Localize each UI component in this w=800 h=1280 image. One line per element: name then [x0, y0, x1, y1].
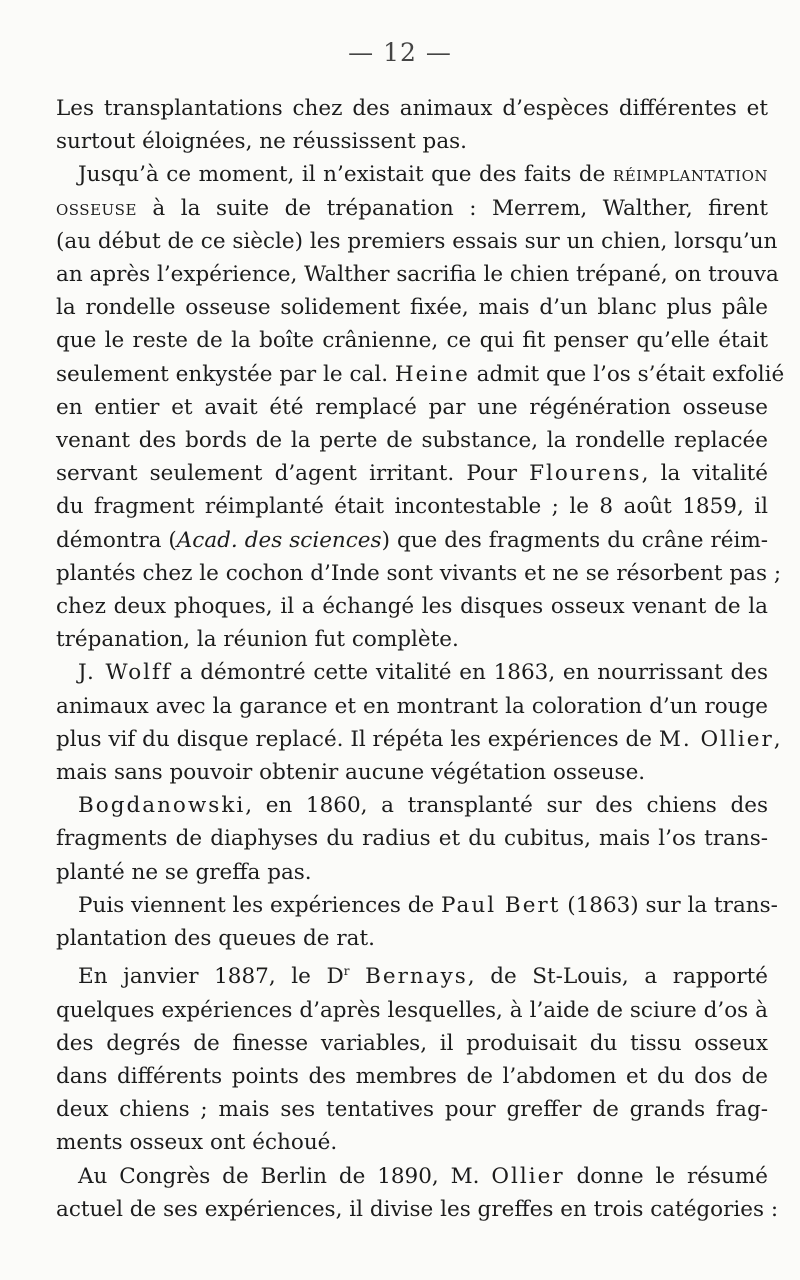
text-run [349, 964, 365, 989]
text-line [56, 1160, 768, 1193]
author-name: J. Wolff [78, 660, 172, 686]
page-number: — 12 — [348, 38, 452, 67]
superscript: r [343, 964, 350, 979]
text-run: donne le résumé [564, 1163, 768, 1189]
text-line: animaux avec la garance et en montrant la coloration d’un rouge [56, 693, 768, 719]
author-name: Paul Bert [441, 892, 561, 918]
text-run: seulement enkystée par le cal. [56, 361, 395, 387]
text-run: Au Congrès de Berlin de 1890, M. [78, 1163, 492, 1189]
small-caps-term: osseuse [56, 195, 137, 221]
paragraph-5 [56, 889, 778, 955]
paragraph-2 [56, 158, 785, 656]
text-line: an après l’expérience, Walther sacrifia le chien trépané, on trouva [56, 262, 779, 288]
text-line: des degrés de finesse variables, il produisait du tissu osseux [56, 1030, 768, 1056]
text-line: actuel de ses expériences, il divise les greffes en trois catégories : [56, 1196, 779, 1222]
text-run: servant seulement d’agent irritant. Pour [56, 461, 530, 487]
text-run: , la vitalité [641, 461, 768, 487]
text-run: démontra ( [56, 527, 177, 553]
text-line: plantation des queues de rat. [56, 926, 375, 952]
author-name: Heine [394, 361, 470, 387]
citation: Acad. des sciences [176, 527, 382, 553]
paragraph-1 [56, 92, 768, 158]
text-line [56, 457, 768, 490]
text-line: plantés chez le cochon d’Inde sont vivants et ne se résorbent pas ; [56, 560, 782, 586]
author-name: M. Ollier [658, 726, 774, 752]
text-run: En janvier 1887, le D [78, 964, 344, 990]
text-run: , de St-Louis, a rapporté [467, 964, 768, 990]
text-line: ments osseux ont échoué. [56, 1130, 338, 1156]
text-run: a démontré cette vitalité en 1863, en nourrissant des [171, 660, 768, 686]
text-run: admit que l’os s’était exfolié [469, 361, 785, 387]
text-line [56, 656, 768, 689]
text-line: trépanation, la réunion fut complète. [56, 627, 459, 653]
text-line [56, 723, 781, 756]
text-line [56, 358, 785, 391]
text-line: mais sans pouvoir obtenir aucune végétation osseuse. [56, 760, 646, 786]
text-run: à la suite de trépanation : Merrem, Walther, firent [136, 195, 768, 221]
text-line: du fragment réimplanté était incontestable ; le 8 août 1859, il [56, 494, 768, 520]
text-line: la rondelle osseuse solidement fixée, mais d’un blanc plus pâle [56, 295, 768, 321]
text-run: Jusqu’à ce moment, il n’existait que des faits de [78, 162, 613, 188]
text-line: planté ne se greffa pas. [56, 859, 312, 885]
text-line [56, 158, 768, 191]
paragraph-7 [56, 1160, 779, 1226]
author-name: Bogdanowski [78, 793, 246, 819]
paragraph-3 [56, 656, 781, 789]
text-run: , en 1860, a transplanté sur des chiens des [245, 793, 768, 819]
text-line: en entier et avait été remplacé par une régénération osseuse [56, 394, 768, 420]
text-line: (au début de ce siècle) les premiers essais sur un chien, lorsqu’un [56, 228, 778, 254]
text-line: deux chiens ; mais ses tentatives pour greffer de grands frag- [56, 1097, 768, 1123]
author-name: Ollier [491, 1163, 565, 1189]
text-line: fragments de diaphyses du radius et du cubitus, mais l’os trans- [56, 826, 768, 852]
small-caps-term: réimplantation [612, 162, 768, 188]
text-line [56, 192, 768, 225]
text-line: venant des bords de la perte de substance, la rondelle replacée [56, 428, 768, 454]
text-run: , [773, 726, 781, 752]
text-line: chez deux phoques, il a échangé les disques osseux venant de la [56, 594, 768, 620]
author-name: Bernays [365, 964, 468, 990]
text-line: que le reste de la boîte crânienne, ce qui fit penser qu’elle était [56, 328, 768, 354]
author-name: Flourens [529, 461, 642, 487]
text-line [56, 789, 768, 822]
text-run: Puis viennent les expériences de [78, 892, 442, 918]
text-run: (1863) sur la trans- [560, 892, 778, 918]
text-line [56, 524, 768, 557]
body-text [56, 92, 785, 1226]
text-line: surtout éloignées, ne réussissent pas. [56, 129, 467, 155]
paragraph-6 [56, 955, 768, 1159]
text-run: ) que des fragments du crâne réim- [381, 527, 769, 553]
text-line: Les transplantations chez des animaux d’espèces différentes et [56, 96, 768, 121]
text-run: plus vif du disque replacé. Il répéta les expériences de [56, 726, 659, 752]
text-line [56, 955, 768, 993]
text-line: quelques expériences d’après lesquelles, à l’aide de sciure d’os à [56, 997, 768, 1023]
text-line [56, 889, 778, 922]
paragraph-4 [56, 789, 768, 889]
text-line: dans différents points des membres de l’abdomen et du dos de [56, 1064, 768, 1090]
